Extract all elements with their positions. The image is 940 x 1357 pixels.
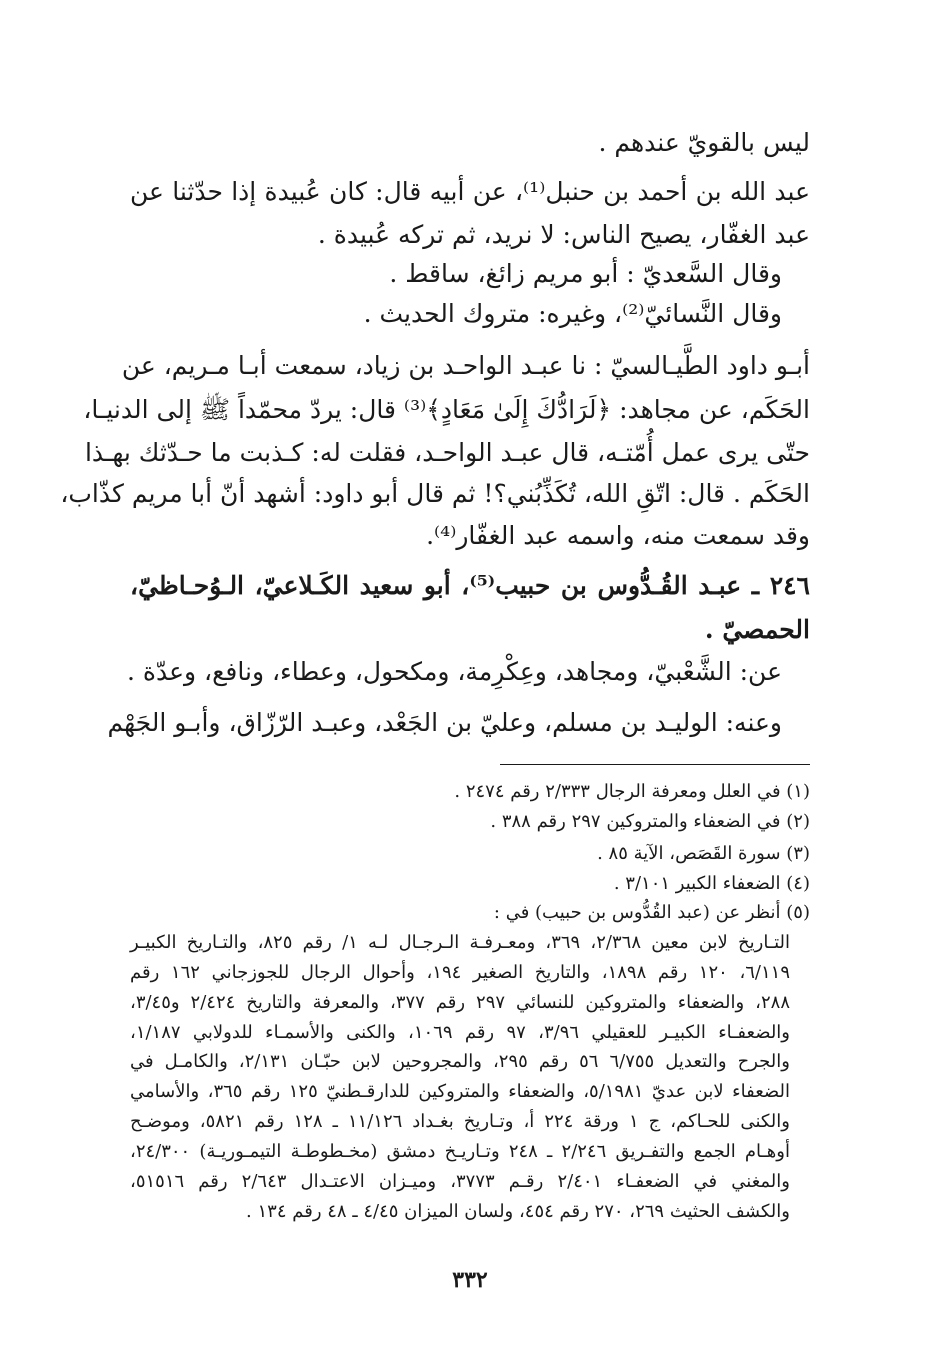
body-line: وقال النَّسائيّ⁽²⁾، وغيره: متروك الحديث . [363,299,782,328]
footnote-5-line: والجرح والتعديل ٦/٧٥٥ ٥٦ رقم ٢٩٥، والمجروحين لابن حبّـان ٢/١٣١، والكامـل في [130,1051,790,1072]
page-number: ٣٣٢ [452,1267,488,1293]
footnote-5-line: والكنى للحـاكم، ج ١ ورقة ٢٢٤ أ، وتـاريخ بغـداد ١١/١٢٦ ـ ١٢٨ رقم ٥٨٢١، وموضـح [130,1111,790,1132]
footnote-1: (١) في العلل ومعرفة الرجال ٢/٣٣٣ رقم ٢٤٧٤ . [454,781,810,802]
body-line: وقال السَّعديّ : أبو مريم زائغ، ساقط . [389,259,782,288]
body-line: وعنه: الوليـد بن مسلم، وعليّ بن الجَعْد، وعبـد الرّزّاق، وأبـو الجَهْم [107,708,782,737]
footnote-rule [500,764,810,765]
footnote-4: (٤) الضعفاء الكبير ٣/١٠١ . [613,873,810,894]
body-line: الحَكَم، عن مجاهد: ﴿لَرَادُّكَ إِلَىٰ مَعَادٍ﴾⁽³⁾ قال: يردّ محمّداً ﷺ إلى الدنيـا، [83,395,810,424]
body-line: وقد سمعت منه، واسمه عبد الغفّار⁽⁴⁾. [426,521,810,550]
body-line: عبد الله بن أحمد بن حنبل⁽¹⁾، عن أبيه قال: كان عُبيدة إذا حدّثنا عن [130,177,810,206]
body-line: الحَكَم . قال: اتّقِ الله، تُكَذِّبُني؟! ثم قال أبو داود: أشهد أنّ أبا مريم كذّاب، [60,479,810,508]
body-line: أبـو داود الطَّيـالسيّ : نا عبـد الواحـد بن زياد، سمعت أبـا مـريم، عن [121,351,810,380]
footnote-5-line: والضعفـاء الكبيـر للعقيلي ٣/٩٦، ٩٧ رقم ١٠٦٩، والكنى والأسمـاء للدولابي ١/١٨٧، [130,1022,790,1043]
body-line: عبد الغفّار، يصيح الناس: لا نريد، ثم تركه عُبيدة . [317,220,810,249]
body-line: عن: الشَّعْبيّ، ومجاهد، وعِكْرِمة، ومكحول، وعطاء، ونافع، وعدّة . [127,657,782,686]
footnote-5: (٥) أنظر عن (عبد القُدُّوس بن حبيب) في : [493,902,810,923]
footnote-5-line: والكشف الحثيث ٢٦٩، ٢٧٠ رقم ٤٥٤، ولسان الميزان ٤/٤٥ ـ ٤٨ رقم ١٣٤ . [246,1201,790,1222]
footnote-5-line: التـاريخ لابن معين ٢/٣٦٨، ٣٦٩، ومعـرفـة الـرجـال لـه ١/ رقم ٨٢٥، والتـاريخ الكبيـر [130,932,791,953]
footnote-2: (٢) في الضعفاء والمتروكين ٢٩٧ رقم ٣٨٨ . [490,811,810,832]
footnote-5-line: أوهـام الجمع والتفـريق ٢/٢٤٦ ـ ٢٤٨ وتـاريـخ دمشق (مخـطوطـة التيمـوريـة) ٢٤/٣٠٠، [130,1141,790,1162]
footnote-5-line: الضعفاء لابن عديّ ٥/١٩٨١، والضعفاء والمتروكين للدارقـطنيّ ١٢٥ رقم ٣٦٥، والأسامي [130,1081,790,1102]
entry-heading: ٢٤٦ ـ عبـد القُـدُّوس بن حبيب⁽⁵⁾، أبو سعيد الكَـلاعيّ، الـوُحـاظيّ، [130,571,810,600]
footnote-5-line: ٢٨٨، والضعفاء والمتروكين للنسائي ٢٩٧ رقم ٣٧٧، والمعرفة والتاريخ ٢/٤٢٤ و٣/٤٥، [130,992,790,1013]
entry-heading-cont: الحمصيّ . [704,615,810,644]
body-line: ليس بالقويّ عندهم . [598,128,810,157]
footnote-5-line: والمغني في الضعفـاء ٢/٤٠١ رقـم ٣٧٧٣، وميـزان الاعتـدال ٢/٦٤٣ رقم ٥١٥١٦، [130,1171,790,1192]
footnote-3: (٣) سورة القَصَص، الآية ٨٥ . [597,843,810,864]
footnote-5-line: ٦/١١٩، ١٢٠ رقم ١٨٩٨، والتاريخ الصغير ١٩٤، وأحوال الرجال للجوزجاني ١٦٢ رقم [130,962,791,983]
body-line: حتّى يرى عمل أُمّتـه، قال عبـد الواحـد، فقلت له: كـذبت ما حـدّثك بهـذا [84,438,810,467]
